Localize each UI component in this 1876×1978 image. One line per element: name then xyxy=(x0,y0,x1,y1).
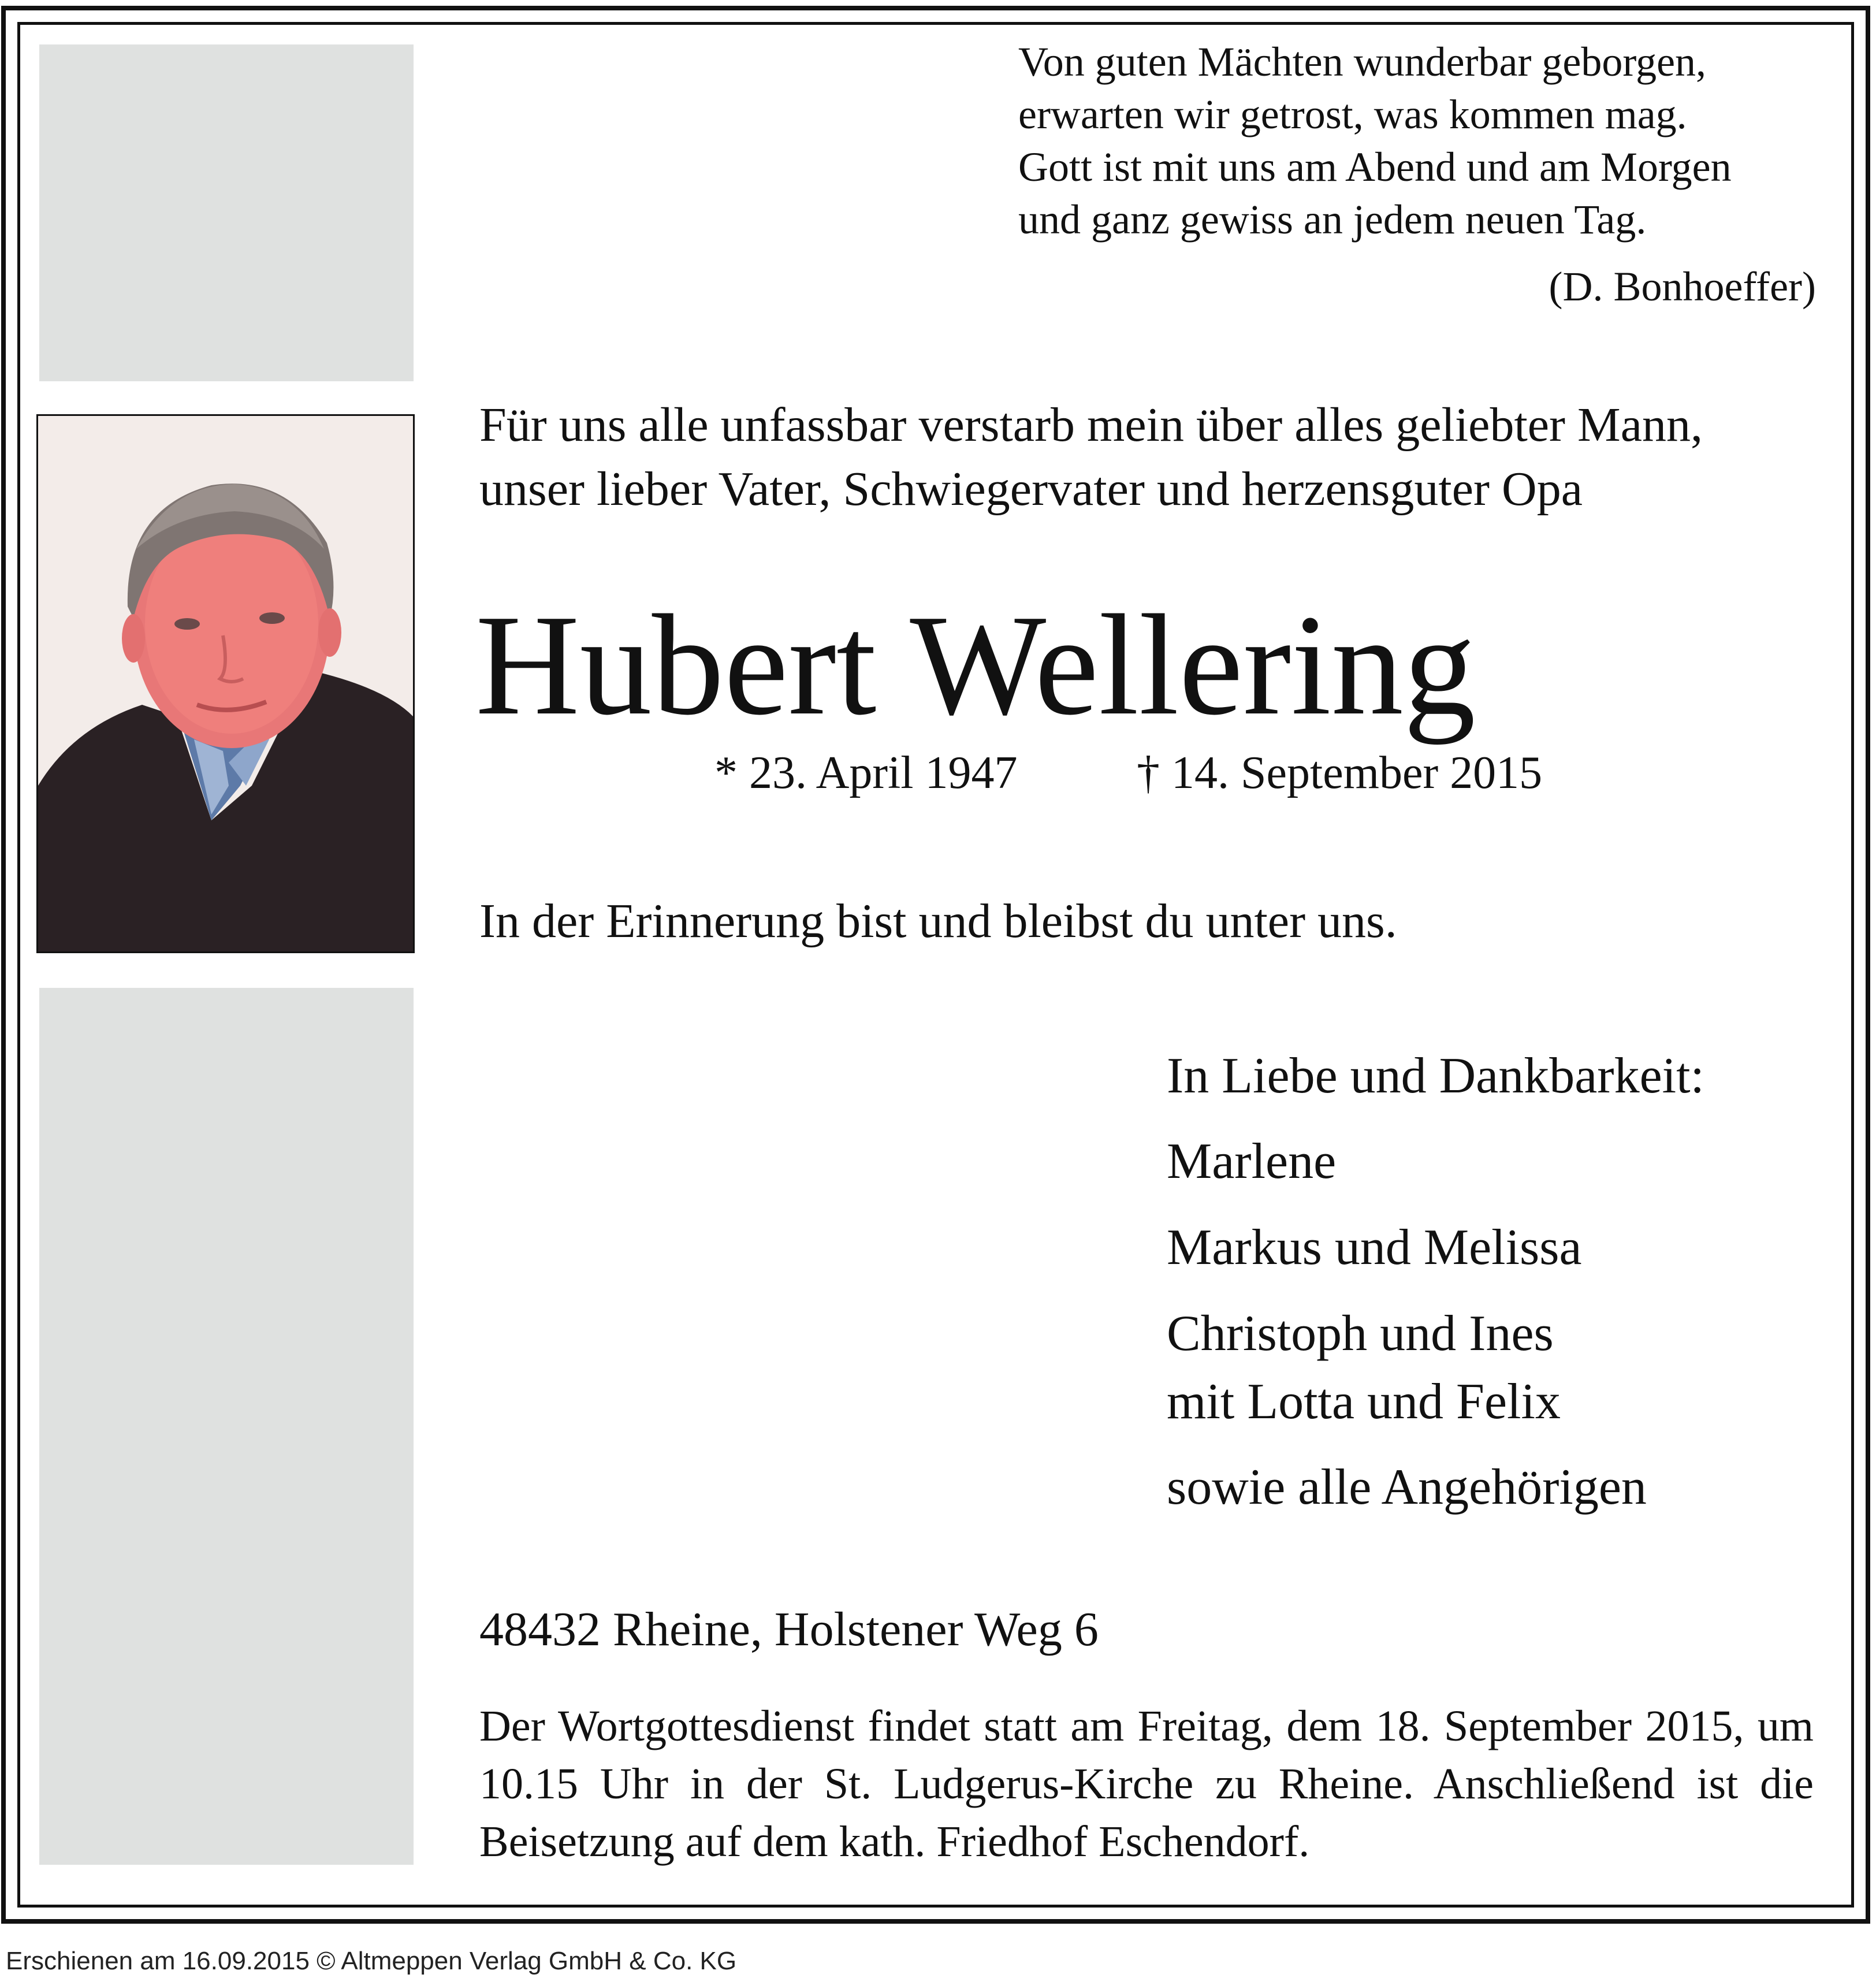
gray-panel-top xyxy=(39,44,414,381)
poem xyxy=(1018,36,1732,246)
gray-panel-bottom xyxy=(39,988,414,1865)
service-info: Der Wortgottesdienst findet statt am Freitag, dem 18. September 2015, um 10.15 Uhr in der St. Ludgerus-Kirche zu Rheine. Anschließend ist die Beisetzung auf dem kath. Friedhof Eschendorf. xyxy=(479,1702,1814,1866)
intro-line-2: unser lieber Vater, Schwiegervater und herzensguter Opa xyxy=(479,462,1583,516)
mourner-name: Markus und Melissa xyxy=(1167,1219,1582,1276)
memory-line: In der Erinnerung bist und bleibst du unter uns. xyxy=(479,894,1397,948)
publication-footer: Erschienen am 16.09.2015 © Altmeppen Verlag GmbH & Co. KG xyxy=(6,1947,737,1975)
deceased-name: Hubert Wellering xyxy=(475,585,1476,745)
intro-text xyxy=(479,393,1703,521)
poem-line: erwarten wir getrost, was kommen mag. xyxy=(1018,91,1687,137)
mourner-name: mit Lotta und Felix xyxy=(1167,1374,1561,1430)
death-date: † 14. September 2015 xyxy=(1137,748,1543,798)
mourner-name: Marlene xyxy=(1167,1133,1337,1189)
mourner-name: Christoph und Ines xyxy=(1167,1306,1554,1362)
poem-line: Von guten Mächten wunderbar geborgen, xyxy=(1018,39,1707,85)
birth-date: * 23. April 1947 xyxy=(714,748,1018,798)
poem-author: (D. Bonhoeffer) xyxy=(1549,263,1816,310)
address: 48432 Rheine, Holstener Weg 6 xyxy=(479,1603,1099,1656)
poem-line: Gott ist mit uns am Abend und am Morgen xyxy=(1018,144,1732,190)
mourner-name: sowie alle Angehörigen xyxy=(1167,1459,1647,1515)
poem-line: und ganz gewiss an jedem neuen Tag. xyxy=(1018,196,1647,243)
intro-line-1: Für uns alle unfassbar verstarb mein über alles geliebter Mann, xyxy=(479,398,1703,452)
mourners-heading: In Liebe und Dankbarkeit: xyxy=(1167,1048,1705,1104)
